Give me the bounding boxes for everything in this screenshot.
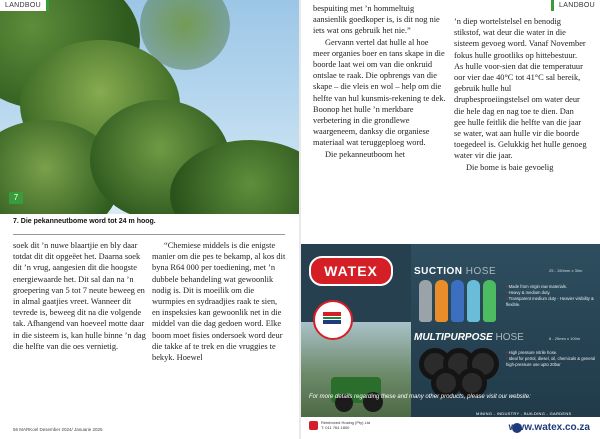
multipurpose-features: • High pressure nitrile hose. • Ideal for petrol, diesel, oil, chemicals & general high-pressure use upto 20bar [506, 350, 596, 368]
watex-advertisement[interactable] [301, 244, 600, 439]
ad-footer-bar [301, 417, 600, 439]
paragraph: bespuiting met ’n hommeltuig aansienlik goedkoper is, is dit nog nie iets wat ons gebruik het nie.” [313, 4, 440, 36]
text-column-2 [454, 16, 587, 173]
paragraph: “Chemiese middels is die enigste manier om die pes te bekamp, al kos dit byna R64 000 per toediening, met ’n dubbele behandeling wat gewoonlik nodig is. Dit is moeilik om die wurmpies en sydraadjies raak te sien, en inspeksies kan gewoonlik net in die middel van die dag gedoen word. Elke boom moet fisies ondersoek word deur die takke af te trek en die vruggies te bekyk. Hoewel [152, 241, 286, 363]
hose-icon [467, 280, 480, 322]
hose-icon [451, 280, 464, 322]
text-column-2 [152, 240, 287, 363]
suction-hose-title: SUCTION HOSE [414, 266, 497, 277]
paragraph: soek dit ’n nuwe blaartjie en bly daar totdat dit dit opgeëet het. Daarna soek dit ’n vrug, aangesien dit die hoogste energiewaarde het. Dit sal dan na ’n groepering van 5 tot 7 neute beweeg en in almal gaatjies vreet. Wanneer dit tevrede is, beweeg dit na die volgende tak. Afhangend van hoeveel motte daar in die sisteem is, kan hulle binne ’n dag die helfte van die oes vernietig. [13, 241, 146, 351]
hose-icon [435, 280, 448, 322]
ad-tagline: MINING - INDUSTRY - BUILDING - GARDENS [476, 411, 572, 416]
suction-sizes: 25 - 150mm x 30m [549, 268, 583, 273]
website-link[interactable]: www.watex.co.za [508, 422, 590, 433]
hose-icon [419, 280, 432, 322]
watex-mark-icon [309, 421, 318, 430]
paragraph: Die pekanneutboom het [325, 149, 406, 159]
pecan-tree-photo [0, 0, 299, 214]
paragraph: Die bome is baie gevoelig [466, 162, 554, 172]
text-column-1 [13, 240, 146, 352]
company-info: Reinforced Hosing (Pty) Ltd T: 011 764 1800 [321, 420, 371, 430]
multipurpose-sizes: 6 - 25mm x 100m [549, 336, 581, 341]
suction-features: • Made from virgin raw materials. • Heavy & medium duty. • Transparent medium duty - Heavier visibility & flexible. [506, 284, 596, 308]
paragraph: ’n diep wortelstelsel en benodig stikstof, wat deur die water in die sisteem gevoeg word. Vanaf November fokus hulle grootliks op hittebestuur. As hulle voor-sien dat die temperatuur oor vier dae 40°C tot 41°C sal bereik, gebruik hulle hul drupbesproeiingstelsel om water deur die hele dag en nag toe te dien. Dan gee hulle feitlik die helfte van die jaar se water, wat aan hulle vir die boorde toegedeel is. Gelukkig het hulle genoeg water vir die jaar. [454, 17, 587, 161]
divider [13, 234, 285, 235]
multipurpose-hose-title: MULTIPURPOSE HOSE [414, 332, 524, 343]
sa-flag-icon [323, 312, 341, 324]
more-info-text: For more details regarding these and many other products, please visit our website: [309, 394, 531, 400]
page-footer: 56 MARKoel Desember 2024/ Januarie 2025 [13, 427, 103, 432]
hose-icon [483, 280, 496, 322]
left-page [0, 0, 299, 439]
proudly-south-african-seal-icon [313, 300, 353, 340]
photo-number-badge: 7 [9, 192, 23, 204]
section-tab: LANDBOU [551, 0, 600, 11]
text-column-1 [313, 3, 446, 160]
section-tab: LANDBOU [0, 0, 49, 11]
watex-logo: WATEX [309, 256, 393, 286]
right-page [301, 0, 600, 439]
paragraph: Gervann vertel dat hulle al hoe meer organies boer en tans skape in die boorde laat wei om van die onkruid ontslae te raak. Die opbrengs van die skape – die vleis en wol – help om die helfte van hul kunsmis-rekening te dek. Boonop het hulle ’n merkbare verbetering in die grondlewe waargeneem, danksy die organiese materiaal wat teruggeploeg word. [313, 37, 446, 148]
photo-caption: 7. Die pekanneutbome word tot 24 m hoog. [13, 218, 156, 225]
